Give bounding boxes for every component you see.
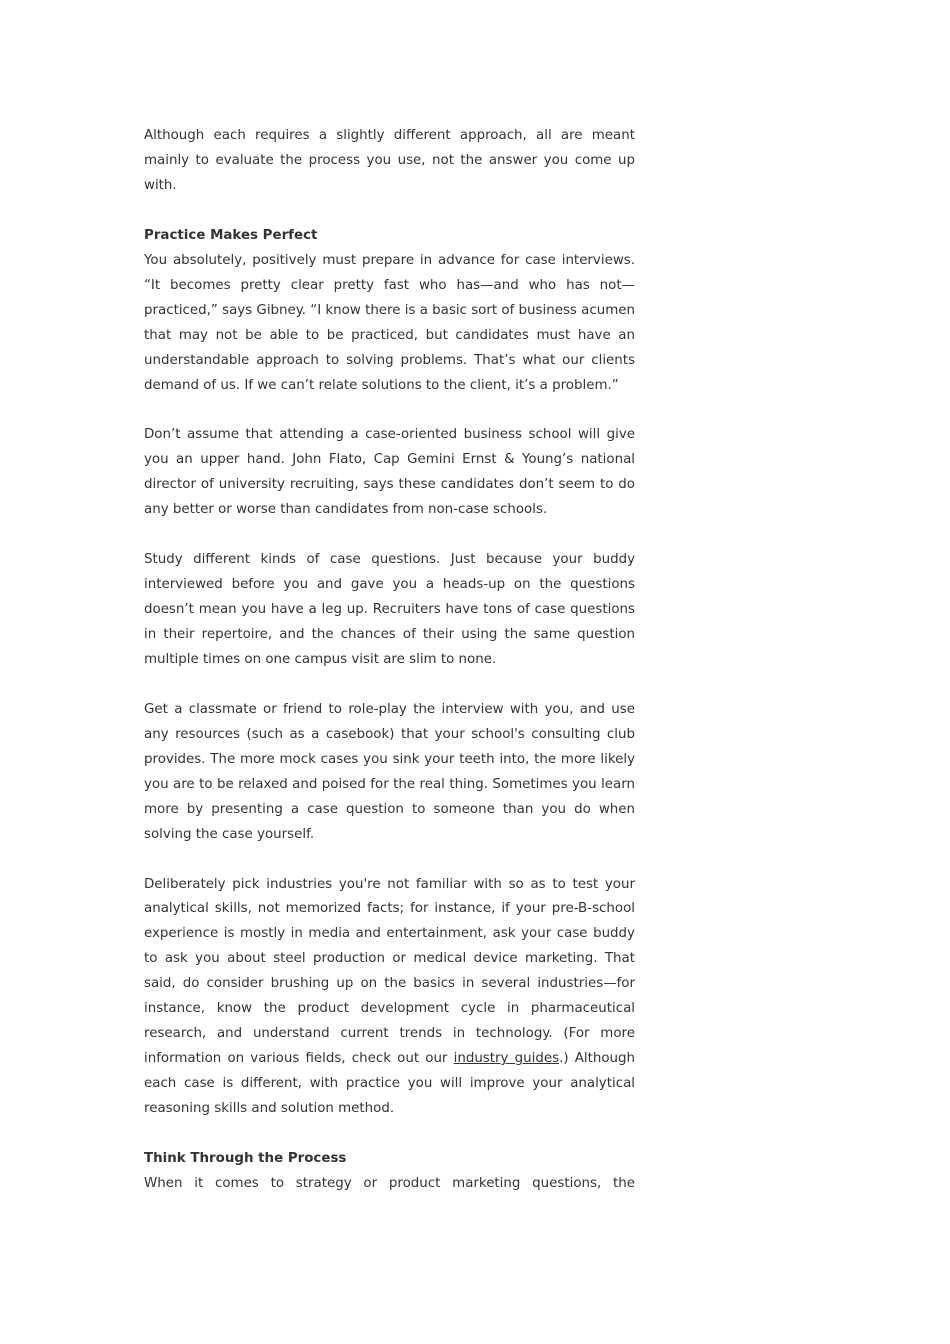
practice-paragraph-5-text-after: .) Although each case is different, with practice you will improve your analytical reasoning skills and solution method. <box>144 1051 635 1117</box>
practice-paragraph-3: Study different kinds of case questions. Just because your buddy interviewed before you and gave you a heads-up on the questions doesn’t mean you have a leg up. Recruiters have tons of case questions in their repertoire, and the chances of their using the same question multiple times on one campus visit are slim to none. <box>144 552 635 667</box>
practice-paragraph-1: You absolutely, positively must prepare in advance for case interviews. “It becomes pretty clear pretty fast who has—and who has not—practiced,” says Gibney. “I know there is a basic sort of business acumen that may not be able to be practiced, but candidates must have an understandable approach to solving problems. That’s what our clients demand of us. If we can’t relate solutions to the client, it’s a problem.” <box>144 252 635 393</box>
practice-paragraph-4: Get a classmate or friend to role-play the interview with you, and use any resources (such as a casebook) that your school's consulting club provides. The more mock cases you sink your teeth into, the more likely you are to be relaxed and poised for the real thing. Sometimes you learn more by presenting a case question to someone than you do when solving the case yourself. <box>144 701 635 842</box>
section-heading-practice: Practice Makes Perfect <box>144 227 318 243</box>
section-heading-process: Think Through the Process <box>144 1150 347 1166</box>
practice-paragraph-5-text-before: Deliberately pick industries you're not familiar with so as to test your analytical skills, not memorized facts; for instance, if your pre-B-school experience is mostly in media and entertainment, ask your case buddy to ask you about steel production or medical device marketing. That said, do consider brushing up on the basics in several industries—for instance, know the product development cycle in pharmaceutical research, and understand current trends in technology. (For more information on various fields, check out our <box>144 876 635 1067</box>
document-page <box>144 124 635 1222</box>
practice-paragraph-5 <box>144 873 635 1123</box>
practice-paragraph-2: Don’t assume that attending a case-oriented business school will give you an upper hand. John Flato, Cap Gemini Ernst & Young’s national director of university recruiting, says these candidates don’t seem to do any better or worse than candidates from non-case schools. <box>144 427 635 518</box>
industry-guides-link[interactable]: industry guides <box>453 1051 560 1067</box>
intro-paragraph: Although each requires a slightly different approach, all are meant mainly to evaluate the process you use, not the answer you come up with. <box>144 128 635 193</box>
process-paragraph-1: When it comes to strategy or product marketing questions, the <box>144 1175 635 1191</box>
